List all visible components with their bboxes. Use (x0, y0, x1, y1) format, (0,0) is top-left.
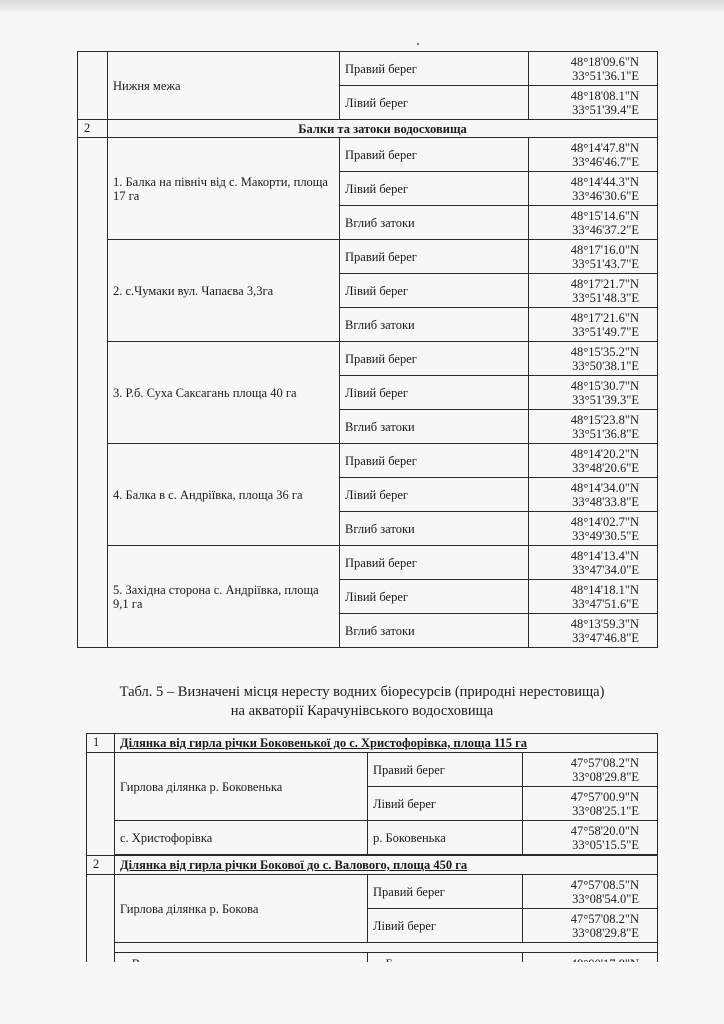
bank-label: Правий берег (340, 52, 529, 86)
bank-label: Правий берег (340, 342, 529, 376)
coordinates: 48°18'08.1"N 33°51'39.4"E (529, 86, 658, 120)
table-cell-num (78, 52, 108, 120)
site-label: 2. с.Чумаки вул. Чапаєва 3,3га (108, 240, 340, 342)
bank-label: Вглиб затоки (340, 614, 529, 648)
site-label: Гирлова ділянка р. Бокова (115, 875, 368, 943)
site-label: 4. Балка в с. Андріївка, площа 36 га (108, 444, 340, 546)
bank-label: Правий берег (368, 753, 523, 787)
site-label: Гирлова ділянка р. Боковенька (115, 753, 368, 821)
scan-edge-shadow (0, 0, 724, 14)
coordinates: 48°15'30.7"N 33°51'39.3"E (529, 376, 658, 410)
bank-label: Правий берег (368, 875, 523, 909)
page-bottom-margin (0, 962, 724, 1024)
coordinates: 48°18'09.6"N 33°51'36.1"E (529, 52, 658, 86)
section-number: 2 (87, 856, 115, 875)
bank-label: Лівий берег (368, 787, 523, 821)
coordinates: 48°14'47.8"N 33°46'46.7"E (529, 138, 658, 172)
bank-label: Вглиб затоки (340, 512, 529, 546)
coordinates: 48°15'14.6"N 33°46'37.2"E (529, 206, 658, 240)
river-label: р. Боковенька (368, 821, 523, 855)
scan-speck (417, 43, 419, 45)
coordinates: 48°17'21.6"N 33°51'49.7"E (529, 308, 658, 342)
table-caption-line1: Табл. 5 – Визначені місця нересту водних біоресурсів (природні нерестовища) (119, 684, 605, 700)
spawning-sites-table-5 (86, 733, 658, 981)
coordinates: 47°57'08.2"N 33°08'29.8"E (523, 753, 658, 787)
bank-label: Лівий берег (368, 909, 523, 943)
section-title: Ділянка від гирла річки Бокової до с. Валового, площа 450 га (115, 856, 658, 875)
bank-label: Правий берег (340, 240, 529, 274)
bank-label: Правий берег (340, 546, 529, 580)
bank-label: Лівий берег (340, 478, 529, 512)
coordinates: 48°15'23.8"N 33°51'36.8"E (529, 410, 658, 444)
section-title: Ділянка від гирла річки Боковенької до с. Христофорівка, площа 115 га (115, 734, 658, 753)
coordinates: 47°58'20.0"N 33°05'15.5"E (523, 821, 658, 855)
spacer-cell (115, 943, 658, 953)
bank-label: Лівий берег (340, 376, 529, 410)
site-label: 1. Балка на північ від с. Макорти, площа 17 га (108, 138, 340, 240)
bank-label: Вглиб затоки (340, 308, 529, 342)
spawning-sites-table-continued (77, 51, 658, 648)
section-number: 2 (78, 120, 108, 138)
table-cell-num (87, 753, 115, 856)
coordinates: 48°15'35.2"N 33°50'38.1"E (529, 342, 658, 376)
coordinates: 47°57'08.2"N 33°08'29.8"E (523, 909, 658, 943)
coordinates: 48°14'18.1"N 33°47'51.6"E (529, 580, 658, 614)
site-label: 5. Західна сторона с. Андріївка, площа 9,1 га (108, 546, 340, 648)
bank-label: Правий берег (340, 138, 529, 172)
section-number: 1 (87, 734, 115, 753)
bank-label: Лівий берег (340, 580, 529, 614)
coordinates: 48°17'21.7"N 33°51'48.3"E (529, 274, 658, 308)
coordinates: 48°17'16.0"N 33°51'43.7"E (529, 240, 658, 274)
section-title: Балки та затоки водосховища (108, 120, 658, 138)
coordinates: 48°14'20.2"N 33°48'20.6"E (529, 444, 658, 478)
bank-label: Лівий берег (340, 172, 529, 206)
coordinates: 48°14'02.7"N 33°49'30.5"E (529, 512, 658, 546)
site-label: 3. Р.б. Суха Саксагань площа 40 га (108, 342, 340, 444)
bank-label: Правий берег (340, 444, 529, 478)
bank-label: Лівий берег (340, 86, 529, 120)
table-cell-num (78, 138, 108, 648)
bank-label: Лівий берег (340, 274, 529, 308)
coordinates: 48°13'59.3"N 33°47'46.8"E (529, 614, 658, 648)
bank-label: Вглиб затоки (340, 410, 529, 444)
coordinates: 48°14'13.4"N 33°47'34.0"E (529, 546, 658, 580)
coordinates: 47°57'00.9"N 33°08'25.1"E (523, 787, 658, 821)
coordinates: 47°57'08.5"N 33°08'54.0"E (523, 875, 658, 909)
table-caption-line2: на акваторії Карачунівського водосховища (230, 703, 494, 719)
site-label: с. Христофорівка (115, 821, 368, 855)
bank-label: Вглиб затоки (340, 206, 529, 240)
lower-limit-label: Нижня межа (108, 52, 340, 120)
coordinates: 48°14'44.3"N 33°46'30.6"E (529, 172, 658, 206)
coordinates: 48°14'34.0"N 33°48'33.8"E (529, 478, 658, 512)
